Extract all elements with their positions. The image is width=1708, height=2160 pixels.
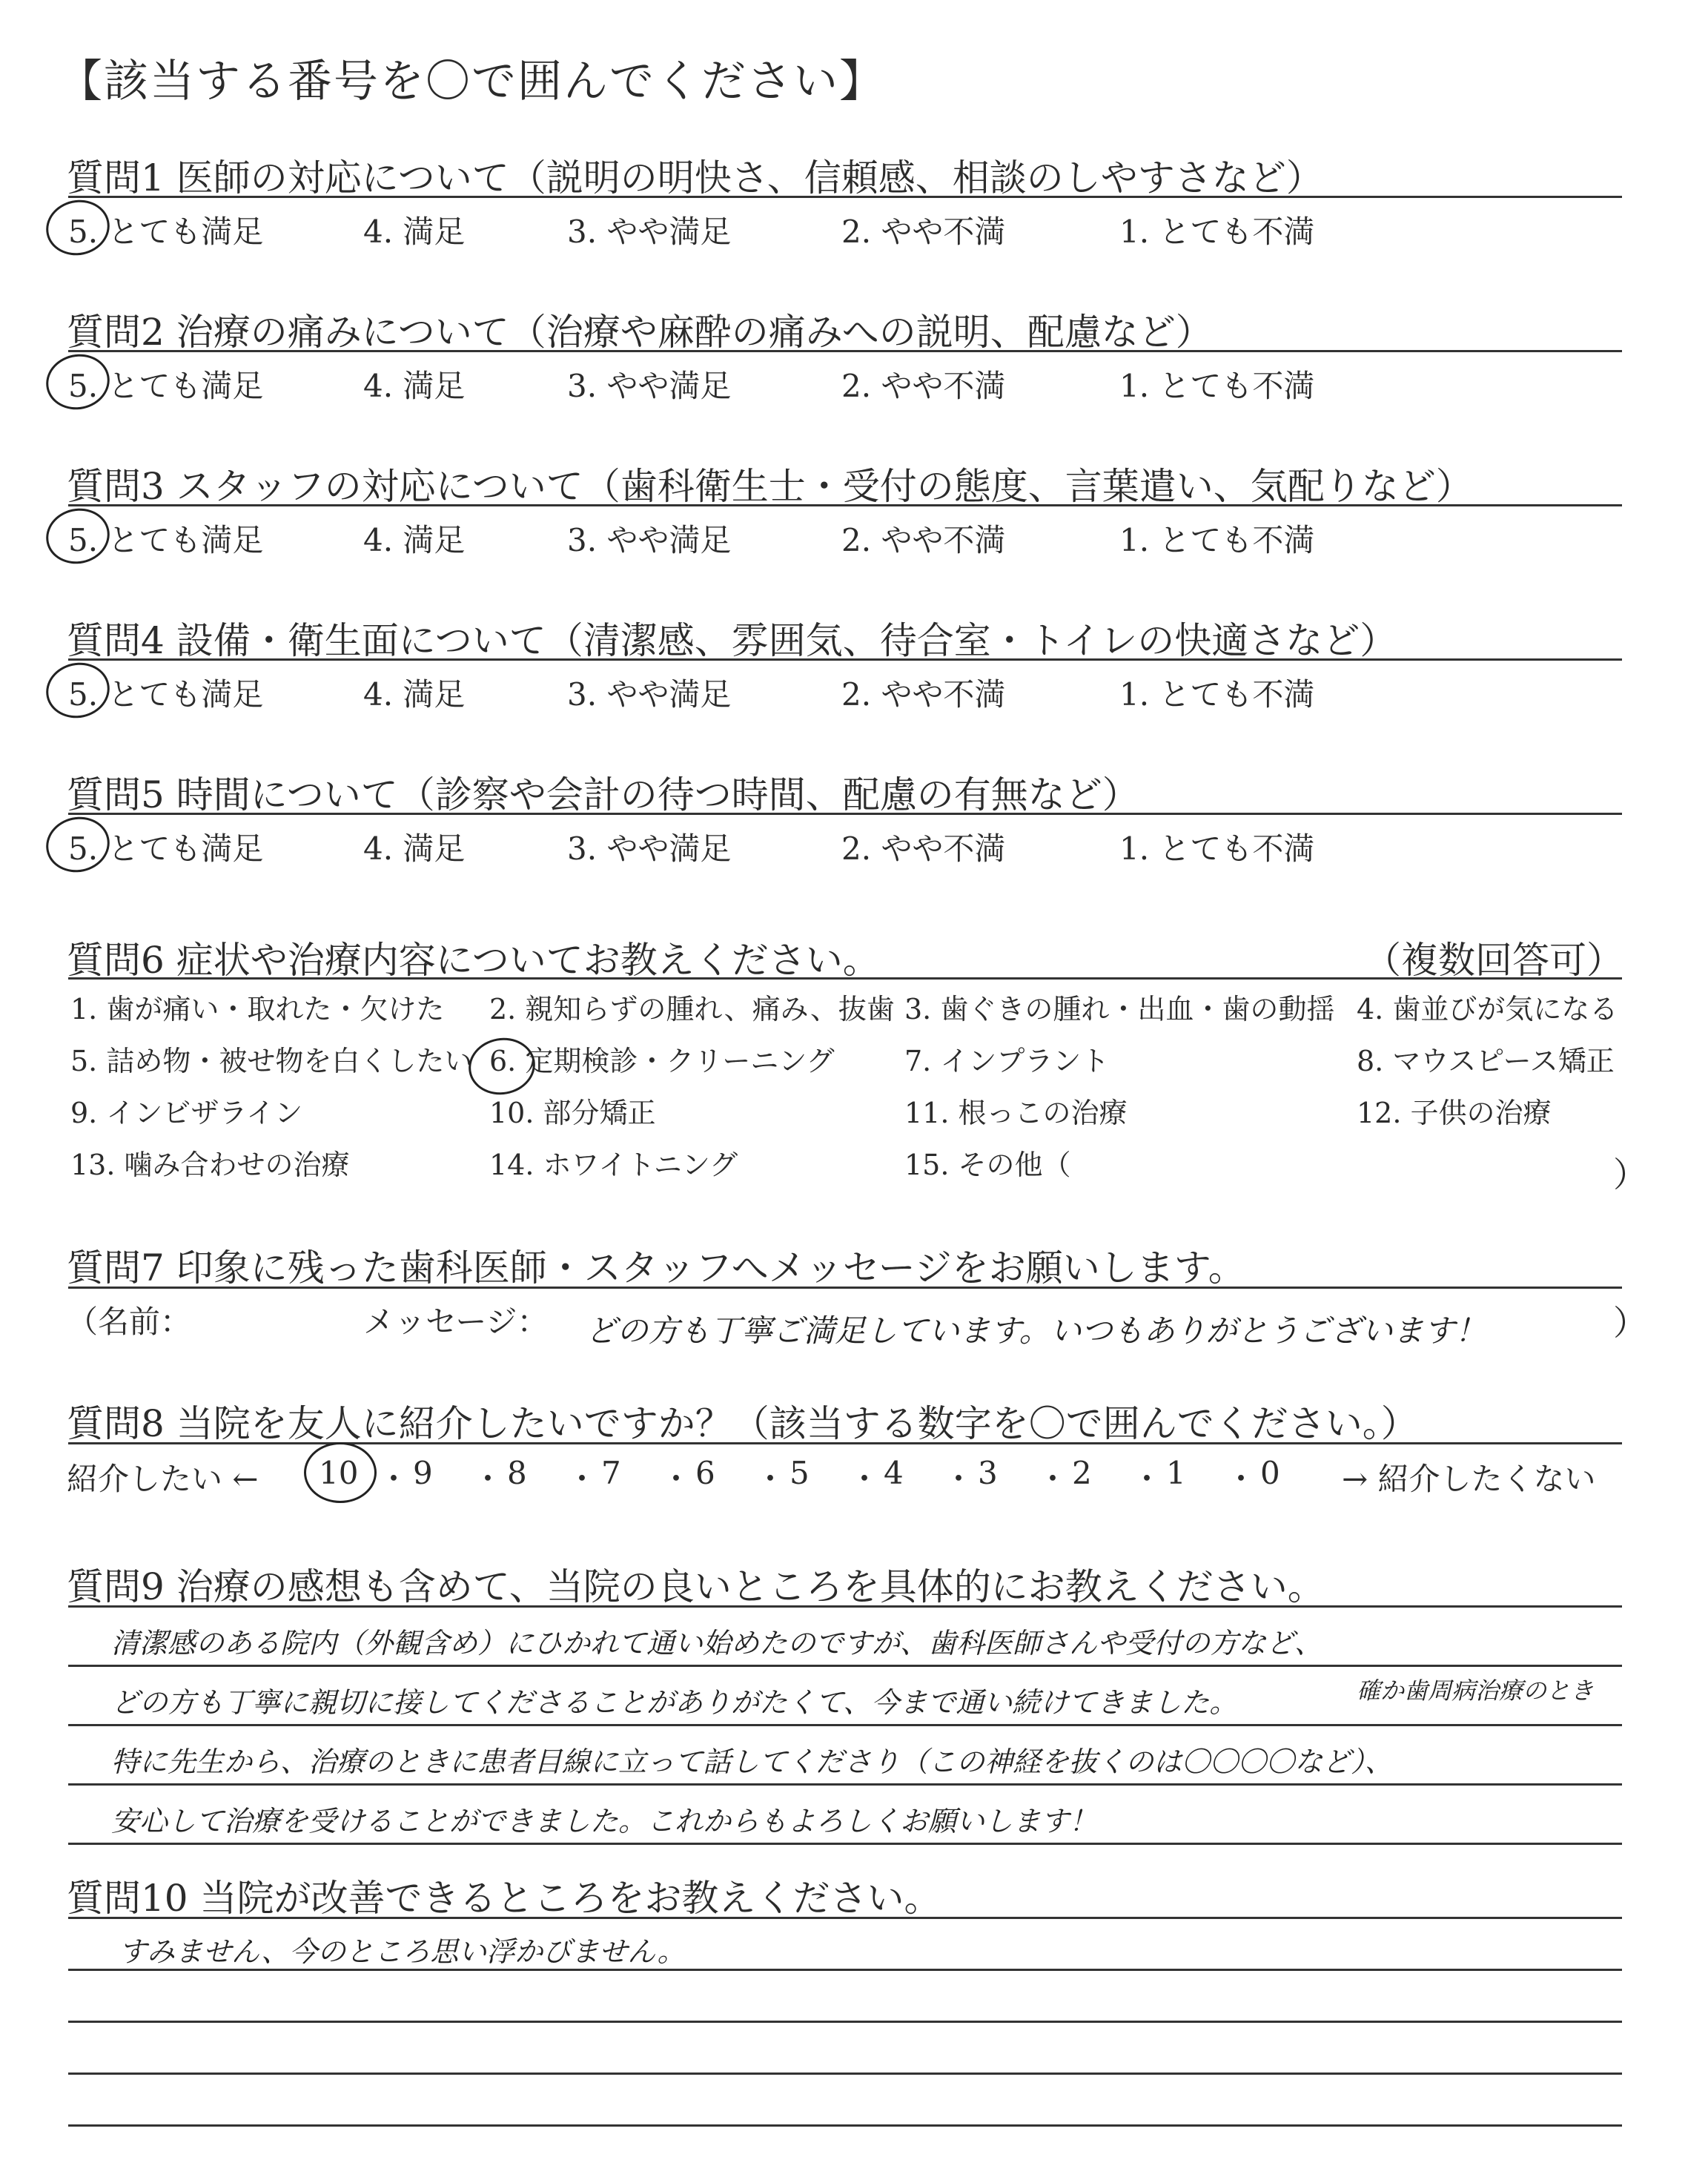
q1-option-1: 1. とても不満 [1119,214,1315,250]
q1-label: 質問1 医師の対応について（説明の明快さ、信頼感、相談のしやすさなど） [67,156,1323,199]
q5-option-1: 1. とても不満 [1119,830,1315,867]
q10-answer-line-1: すみません、今のところ思い浮かびません。 [119,1935,686,1968]
q6-item-10: 10. 部分矯正 [489,1097,656,1129]
q8-separator-dot: ・ [943,1461,975,1497]
q6-item-11: 11. 根っこの治療 [904,1097,1128,1129]
q3-option-4: 4. 満足 [363,522,466,558]
q9-answer-rule [68,1724,1622,1726]
q8-left-label: 紹介したい ← [67,1461,259,1497]
q9-answer-rule [68,1843,1622,1845]
q5-option-5: 5. とても満足 [68,830,264,867]
q3-rule [68,504,1622,506]
q5-rule [68,813,1622,815]
q3-label: 質問3 スタッフの対応について（歯科衛生士・受付の態度、言葉遣い、気配りなど） [67,465,1473,508]
q6-item-15: 15. その他（ [904,1149,1071,1181]
q6-item-12: 12. 子供の治療 [1357,1097,1552,1129]
q9-answer-rule [68,1665,1622,1667]
q3-option-2: 2. やや不満 [841,522,1006,558]
q6-item-9: 9. インビザライン [70,1097,303,1129]
q10-answer-rule [68,2073,1622,2075]
q4-option-1: 1. とても不満 [1119,676,1315,713]
q2-option-2: 2. やや不満 [841,368,1006,404]
form-title: 【該当する番号を〇で囲んでください】 [58,56,885,108]
q4-option-4: 4. 満足 [363,676,466,713]
q8-number-1: 1 [1166,1455,1186,1491]
q8-separator-dot: ・ [1131,1461,1163,1497]
q2-rule [68,350,1622,352]
q9-answer-rule [68,1605,1622,1608]
q9-answer-line-1: 清潔感のある院内（外観含め）にひかれて通い始めたのですが、歯科医師さんや受付の方など、 [111,1627,1323,1659]
q6-item-1: 1. 歯が痛い・取れた・欠けた [70,993,445,1025]
q9-answer-line-3: 特に先生から、治療のときに患者目線に立って話してくださり（この神経を抜くのは〇〇〇〇など）、 [111,1745,1394,1778]
q4-rule [68,658,1622,661]
q3-option-5: 5. とても満足 [68,522,264,558]
q1-option-2: 2. やや不満 [841,214,1006,250]
q6-item-4: 4. 歯並びが気になる [1357,993,1618,1025]
q8-number-6: 6 [695,1455,715,1491]
q3-option-1: 1. とても不満 [1119,522,1315,558]
q9-answer-rule [68,1783,1622,1786]
q8-separator-dot: ・ [849,1461,881,1497]
q4-label: 質問4 設備・衛生面について（清潔感、雰囲気、待合室・トイレの快適さなど） [67,619,1397,662]
q8-number-2: 2 [1072,1455,1092,1491]
q1-rule [68,196,1622,198]
q8-separator-dot: ・ [661,1461,692,1497]
q6-other-close: ） [1613,1155,1647,1195]
q6-item-8: 8. マウスピース矯正 [1357,1045,1615,1077]
q6-item-13: 13. 噛み合わせの治療 [70,1149,350,1181]
q2-option-1: 1. とても不満 [1119,368,1315,404]
q8-number-0: 0 [1260,1455,1280,1491]
q6-item-14: 14. ホワイトニング [489,1149,738,1181]
q1-option-5: 5. とても満足 [68,214,264,250]
q6-rule [68,977,1622,980]
q8-number-7: 7 [601,1455,621,1491]
q8-right-label: → 紹介したくない [1342,1461,1596,1497]
q6-label: 質問6 症状や治療内容についてお教えください。 [67,939,880,982]
q2-option-4: 4. 満足 [363,368,466,404]
q8-number-5: 5 [790,1455,810,1491]
q8-separator-dot: ・ [472,1461,504,1497]
q4-option-2: 2. やや不満 [841,676,1006,713]
q10-answer-rule [68,1917,1622,1919]
q10-label: 質問10 当院が改善できるところをお教えください。 [67,1877,941,1920]
q2-option-5: 5. とても満足 [68,368,264,404]
q7-close-paren: ） [1613,1303,1647,1343]
q8-number-9: 9 [413,1455,433,1491]
q8-selection-circle [304,1442,377,1503]
q1-option-4: 4. 満足 [363,214,466,250]
q5-option-2: 2. やや不満 [841,830,1006,867]
q7-name-label: （名前： [67,1304,192,1340]
q7-message-text: どの方も丁寧ご満足しています。いつもありがとうございます！ [586,1312,1486,1349]
q2-label: 質問2 治療の痛みについて（治療や麻酔の痛みへの説明、配慮など） [67,311,1213,354]
q8-number-4: 4 [884,1455,904,1491]
q6-item-7: 7. インプラント [904,1045,1110,1077]
q10-answer-rule [68,2021,1622,2023]
q5-label: 質問5 時間について（診察や会計の待つ時間、配慮の有無など） [67,773,1139,816]
q6-item-2: 2. 親知らずの腫れ、痛み、抜歯 [489,993,895,1025]
q7-message-label: メッセージ： [363,1304,549,1340]
q2-option-3: 3. やや満足 [567,368,732,404]
q8-label: 質問8 当院を友人に紹介したいですか？（該当する数字を〇で囲んでください。） [67,1402,1418,1445]
q8-separator-dot: ・ [1037,1461,1069,1497]
q8-number-10: 10 [319,1455,359,1491]
q6-item-6: 6. 定期検診・クリーニング [489,1045,835,1077]
q6-item-3: 3. 歯ぐきの腫れ・出血・歯の動揺 [904,993,1335,1025]
q6-item-5: 5. 詰め物・被せ物を白くしたい [70,1045,473,1077]
q9-answer-line-4: 安心して治療を受けることができました。これからもよろしくお願いします！ [111,1805,1098,1837]
q7-label: 質問7 印象に残った歯科医師・スタッフへメッセージをお願いします。 [67,1246,1245,1289]
q3-option-3: 3. やや満足 [567,522,732,558]
q4-option-3: 3. やや満足 [567,676,732,713]
q8-separator-dot: ・ [378,1461,410,1497]
q10-answer-rule [68,2124,1622,2127]
q5-option-4: 4. 満足 [363,830,466,867]
q8-number-8: 8 [507,1455,527,1491]
q9-answer-line-2: どの方も丁寧に親切に接してくださることがありがたくて、今まで通い続けてきました。 [111,1686,1238,1719]
q1-option-3: 3. やや満足 [567,214,732,250]
q5-option-3: 3. やや満足 [567,830,732,867]
q8-number-3: 3 [978,1455,998,1491]
q7-rule [68,1287,1622,1289]
q8-rule [68,1442,1622,1444]
q8-separator-dot: ・ [1225,1461,1257,1497]
q6-note: （複数回答可） [1364,939,1623,982]
q8-separator-dot: ・ [755,1461,787,1497]
q8-separator-dot: ・ [566,1461,598,1497]
q9-label: 質問9 治療の感想も含めて、当院の良いところを具体的にお教えください。 [67,1565,1325,1608]
q9-side-note: 確か歯周病治療のとき [1357,1677,1595,1705]
q4-option-5: 5. とても満足 [68,676,264,713]
